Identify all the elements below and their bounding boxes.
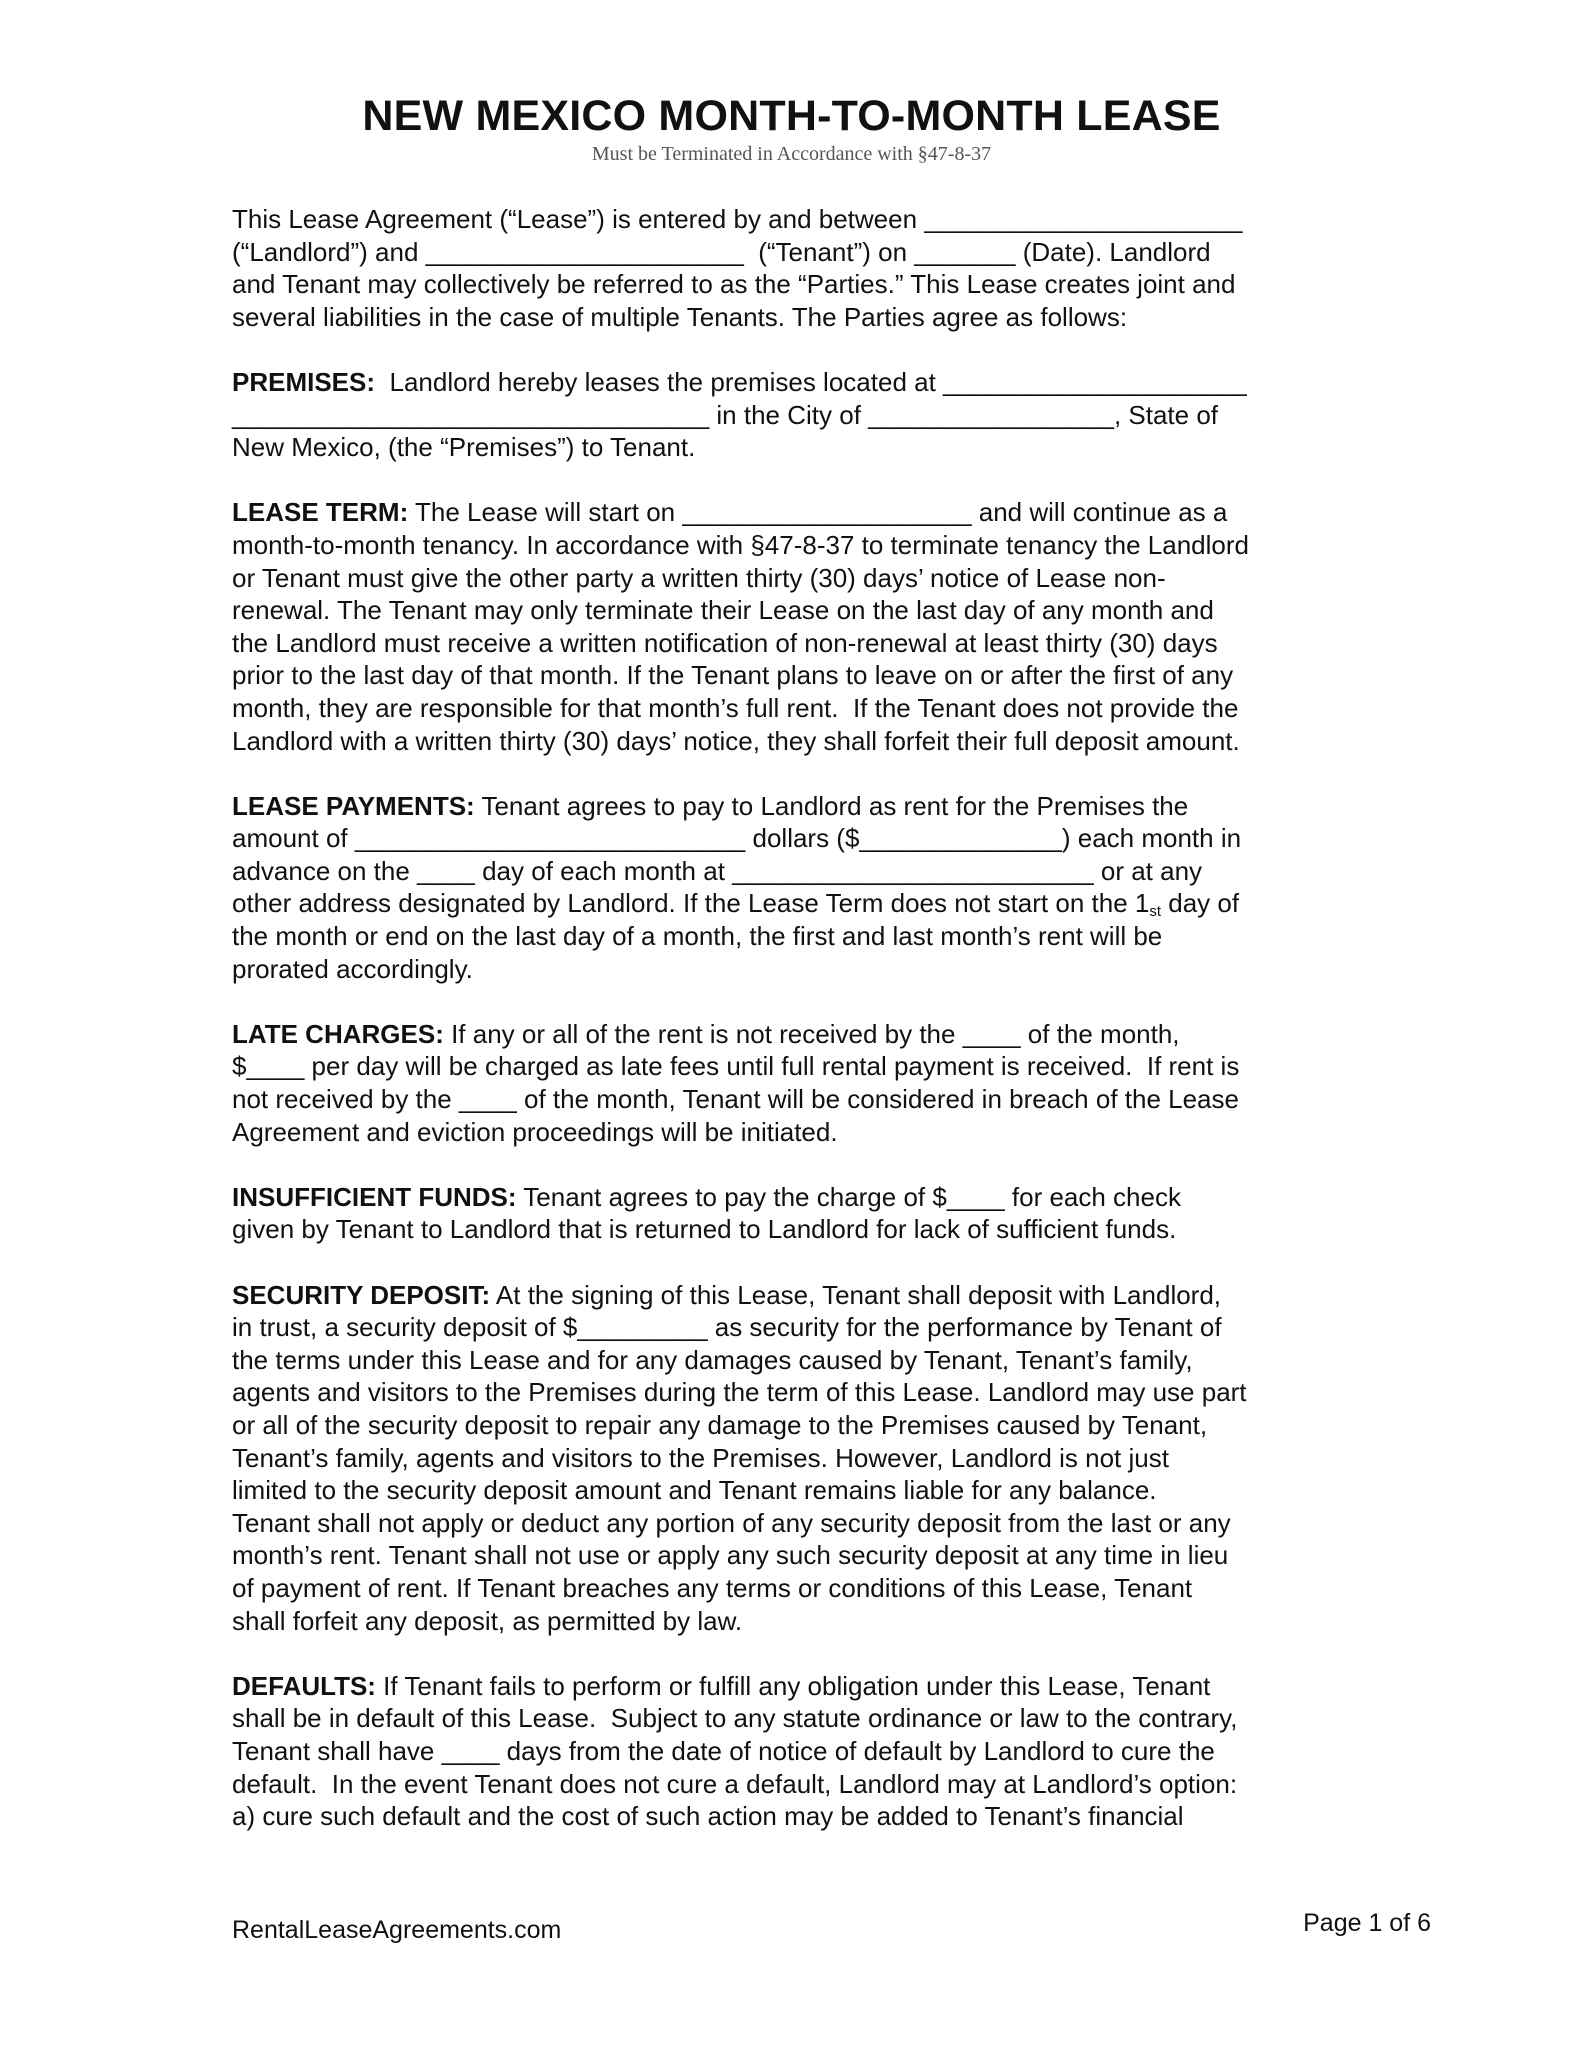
- lease-term-label: LEASE TERM:: [232, 497, 409, 528]
- text-line: prior to the last day of that month. If the Tenant plans to leave on or after the first of any: [232, 660, 1234, 691]
- text-line: shall forfeit any deposit, as permitted by law.: [232, 1605, 743, 1636]
- document-title: NEW MEXICO MONTH-TO-MONTH LEASE: [362, 92, 1221, 140]
- text-line: a) cure such default and the cost of such action may be added to Tenant’s financial: [232, 1801, 1184, 1832]
- text-line: If Tenant fails to perform or fulfill any obligation under this Lease, Tenant: [375, 1670, 1211, 1701]
- document-subtitle: Must be Terminated in Accordance with §47-8-37: [591, 143, 992, 165]
- premises-label: PREMISES:: [232, 366, 376, 397]
- lease-term-section: [232, 496, 1352, 757]
- text-line: not received by the ____ of the month, Tenant will be considered in breach of the Lease: [232, 1084, 1239, 1115]
- text-line: If any or all of the rent is not received by the ____ of the month,: [443, 1018, 1180, 1049]
- lease-payments-label: LEASE PAYMENTS:: [232, 790, 475, 821]
- insufficient-funds-section: [232, 1181, 1352, 1246]
- text-line: Agreement and eviction proceedings will be initiated.: [232, 1116, 838, 1147]
- text-line: given by Tenant to Landlord that is returned to Landlord for lack of sufficient funds.: [232, 1214, 1177, 1245]
- text-line: or Tenant must give the other party a written thirty (30) days’ notice of Lease non-: [232, 562, 1166, 593]
- text-line: Tenant agrees to pay to Landlord as rent for the Premises the: [474, 790, 1189, 821]
- text-line: in trust, a security deposit of $_________ as security for the performance by Tenant of: [232, 1312, 1222, 1343]
- defaults-label: DEFAULTS:: [232, 1670, 376, 1701]
- lease-payments-section: [232, 790, 1352, 986]
- late-charges-section: [232, 1018, 1352, 1148]
- text-line: _________________________________ in the City of _________________, State of: [232, 399, 1219, 430]
- text-line: New Mexico, (the “Premises”) to Tenant.: [232, 432, 696, 463]
- text-line: and Tenant may collectively be referred to as the “Parties.” This Lease creates joint and: [232, 269, 1236, 300]
- text-line: of payment of rent. If Tenant breaches any terms or conditions of this Lease, Tenant: [232, 1572, 1193, 1603]
- intro-paragraph: [232, 203, 1352, 333]
- text-line: renewal. The Tenant may only terminate their Lease on the last day of any month and: [232, 595, 1214, 626]
- premises-section: [232, 366, 1352, 464]
- text-line: month’s rent. Tenant shall not use or apply any such security deposit at any time in lieu: [232, 1540, 1229, 1571]
- text-line: the month or end on the last day of a month, the first and last month’s rent will be: [232, 921, 1163, 952]
- late-charges-label: LATE CHARGES:: [232, 1018, 444, 1049]
- text-line: or all of the security deposit to repair any damage to the Premises caused by Tenant,: [232, 1409, 1208, 1440]
- security-deposit-label: SECURITY DEPOSIT:: [232, 1279, 491, 1310]
- text-line: $____ per day will be charged as late fees until full rental payment is received. If rent is: [232, 1051, 1240, 1082]
- text-line: Tenant shall not apply or deduct any portion of any security deposit from the last or any: [232, 1507, 1231, 1538]
- footer-source: RentalLeaseAgreements.com: [232, 1916, 562, 1944]
- text-line: agents and visitors to the Premises during the term of this Lease. Landlord may use part: [232, 1377, 1247, 1408]
- text-line: Landlord hereby leases the premises located at _____________________: [375, 366, 1247, 397]
- defaults-section: [232, 1670, 1352, 1833]
- text-line: day of: [1161, 888, 1240, 919]
- text-line: several liabilities in the case of multiple Tenants. The Parties agree as follows:: [232, 301, 1128, 332]
- text-line: the terms under this Lease and for any damages caused by Tenant, Tenant’s family,: [232, 1344, 1193, 1375]
- text-line: advance on the ____ day of each month at _________________________ or at any: [232, 855, 1203, 886]
- page-number: Page 1 of 6: [1303, 1909, 1431, 1937]
- text-line: (“Landlord”) and ______________________ (“Tenant”) on _______ (Date). Landlord: [232, 236, 1211, 267]
- text-line: Tenant shall have ____ days from the date of notice of default by Landlord to cure the: [232, 1735, 1215, 1766]
- text-line: This Lease Agreement (“Lease”) is entered by and between ______________________: [232, 204, 1243, 234]
- text-line: default. In the event Tenant does not cure a default, Landlord may at Landlord’s option:: [232, 1768, 1238, 1799]
- text-line: the Landlord must receive a written notification of non-renewal at least thirty (30) days: [232, 627, 1218, 658]
- insufficient-funds-label: INSUFFICIENT FUNDS:: [232, 1181, 517, 1212]
- text-line: amount of ___________________________ dollars ($______________) each month in: [232, 823, 1242, 854]
- text-line: limited to the security deposit amount and Tenant remains liable for any balance.: [232, 1475, 1157, 1506]
- document-body: [232, 203, 1352, 1865]
- text-line: month-to-month tenancy. In accordance with §47-8-37 to terminate tenancy the Landlord: [232, 529, 1249, 560]
- security-deposit-section: [232, 1279, 1352, 1638]
- text-line: shall be in default of this Lease. Subject to any statute ordinance or law to the contrary,: [232, 1703, 1238, 1734]
- text-line: other address designated by Landlord. If the Lease Term does not start on the 1: [232, 888, 1150, 919]
- text-line: The Lease will start on ____________________ and will continue as a: [408, 497, 1228, 528]
- text-line: Landlord with a written thirty (30) days’ notice, they shall forfeit their full deposit amount.: [232, 725, 1240, 756]
- text-line: Tenant’s family, agents and visitors to the Premises. However, Landlord is not just: [232, 1442, 1169, 1473]
- text-line: prorated accordingly.: [232, 953, 473, 984]
- text-line: Tenant agrees to pay the charge of $____ for each check: [516, 1181, 1181, 1212]
- text-line: At the signing of this Lease, Tenant shall deposit with Landlord,: [490, 1279, 1222, 1310]
- ordinal-suffix: st: [1149, 903, 1162, 921]
- text-line: month, they are responsible for that month’s full rent. If the Tenant does not provide the: [232, 692, 1239, 723]
